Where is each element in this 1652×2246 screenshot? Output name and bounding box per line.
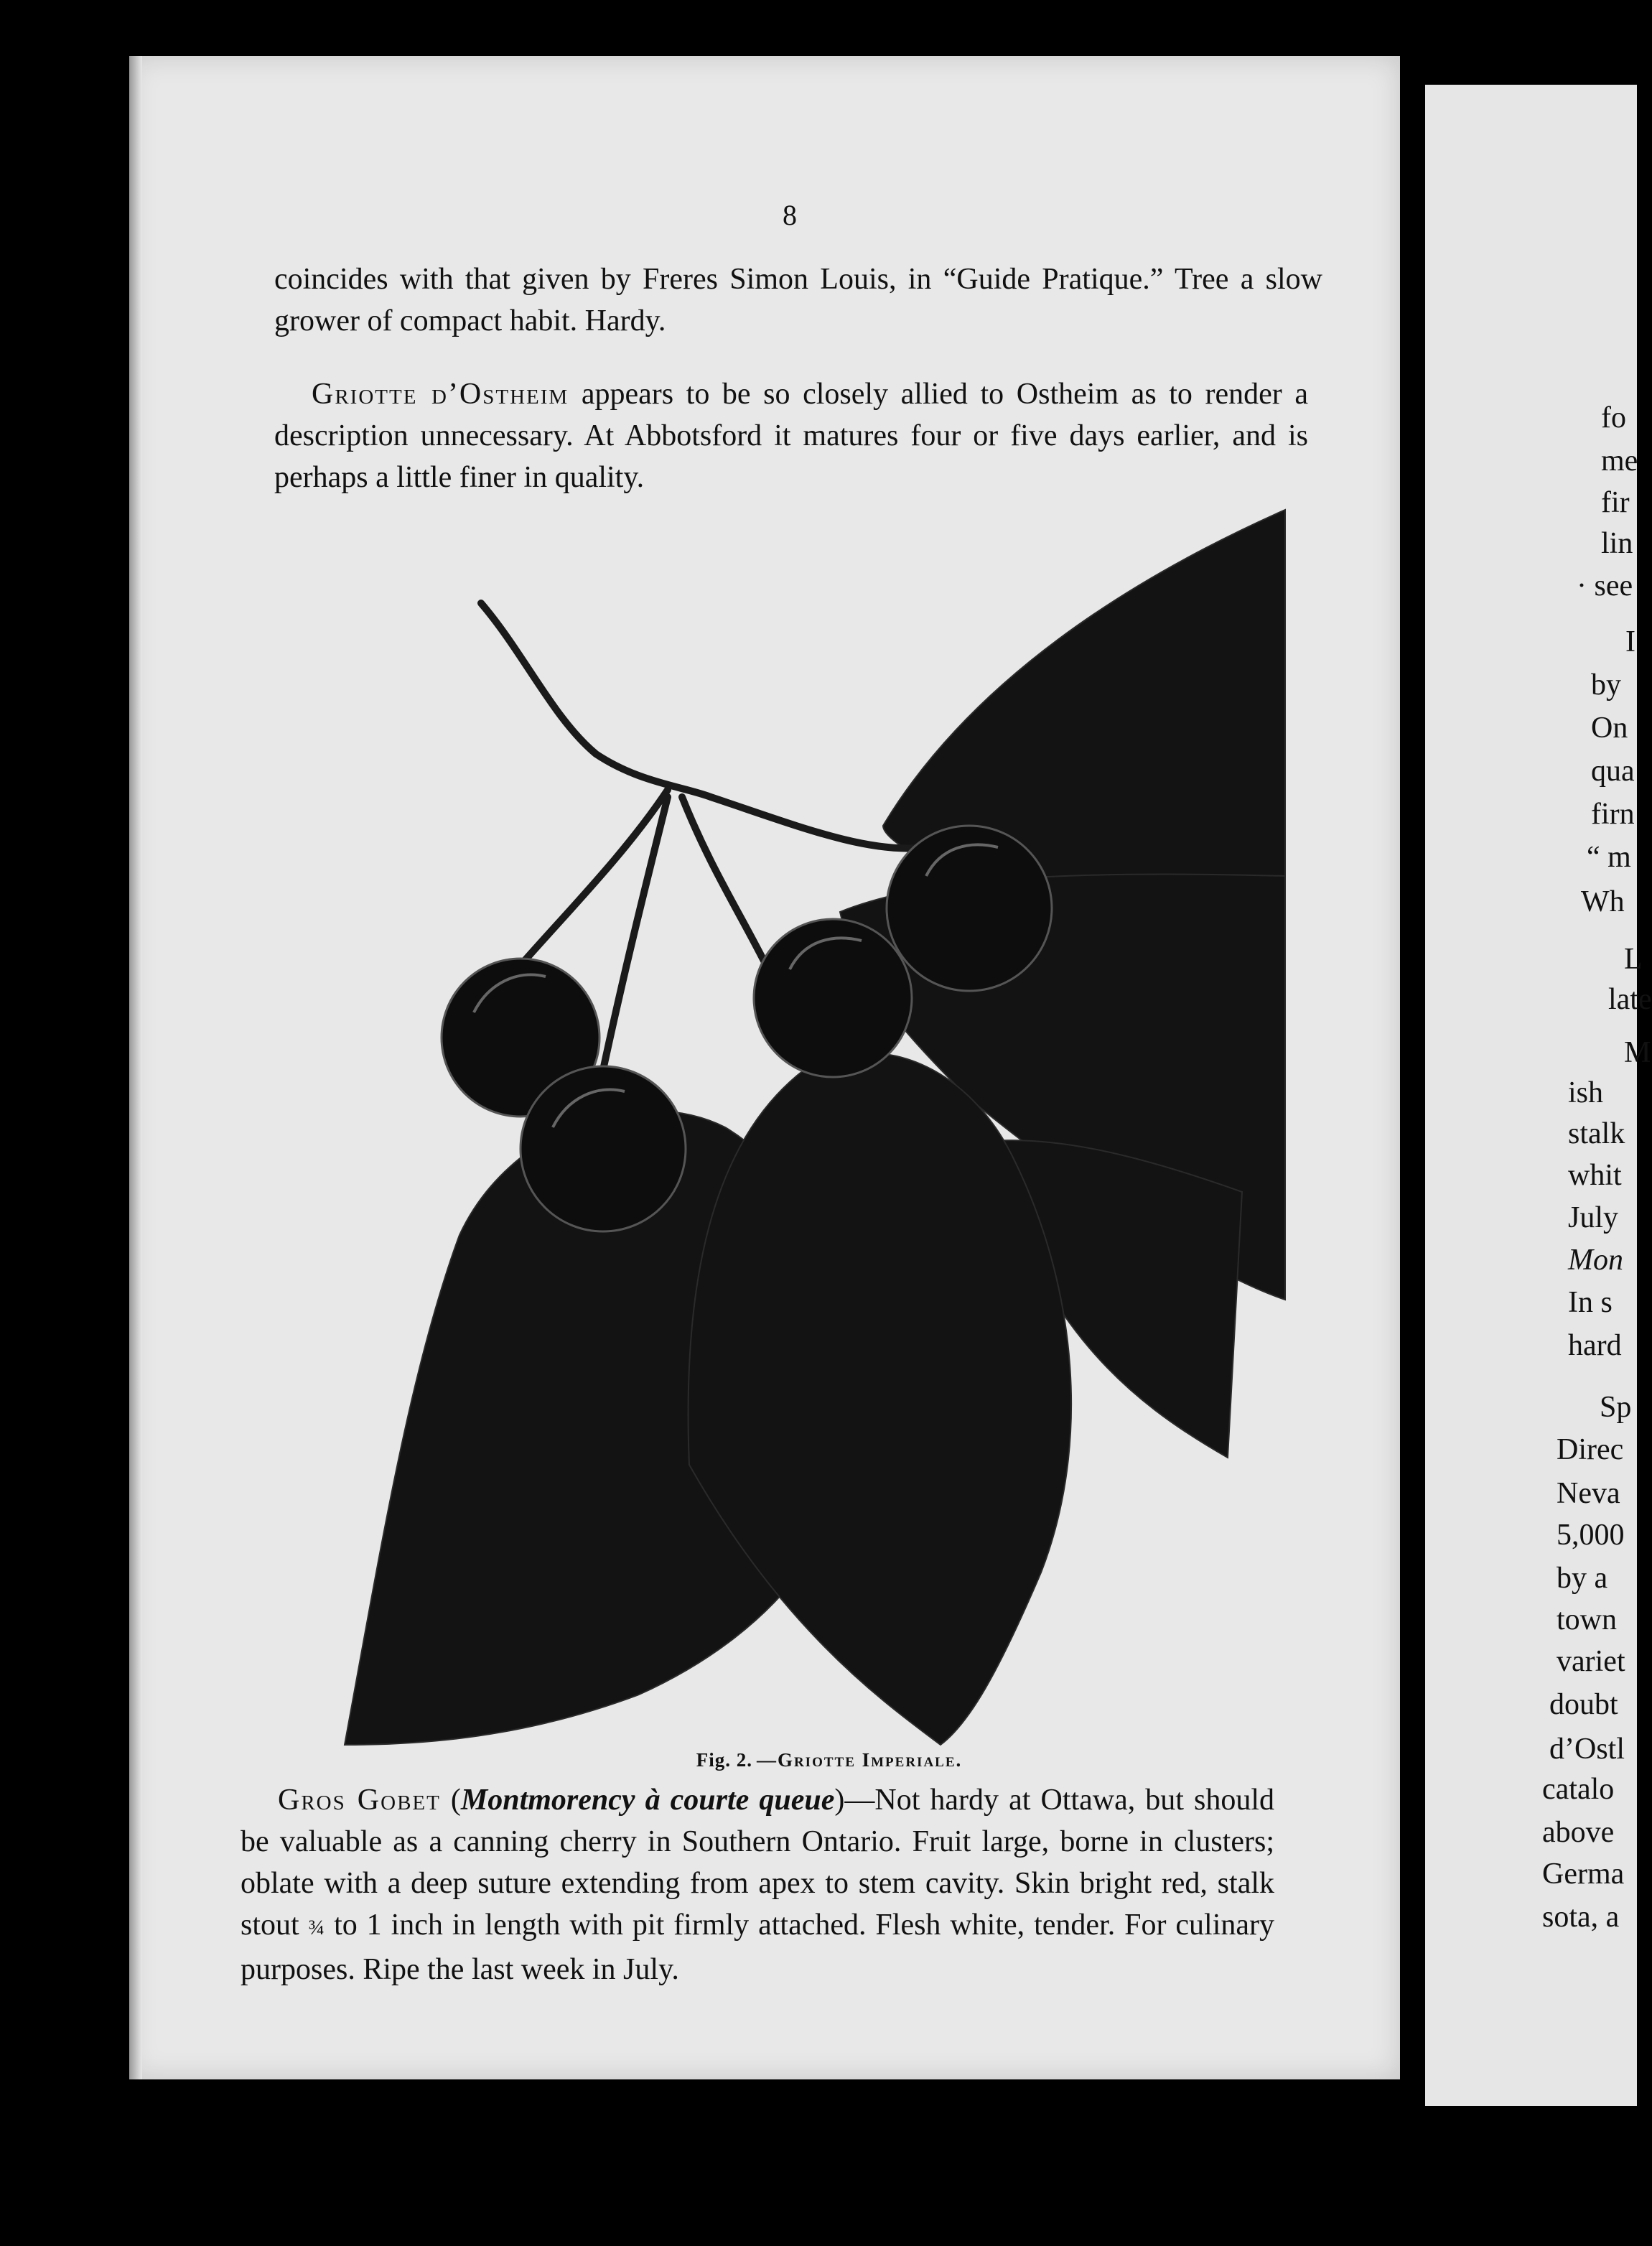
right-page-line: doubt: [1549, 1688, 1618, 1721]
right-page-line: whit: [1568, 1159, 1622, 1192]
right-page-line: above: [1542, 1816, 1615, 1849]
right-page-line: catalo: [1542, 1773, 1615, 1806]
right-page-line: Wh: [1581, 885, 1625, 918]
right-page-line: qua: [1591, 755, 1635, 788]
right-page-line: town: [1557, 1603, 1617, 1636]
right-page-line: Neva: [1557, 1477, 1620, 1510]
caption-title: —Griotte Imperiale.: [756, 1749, 963, 1771]
cherry-branch-illustration: [337, 510, 1285, 1766]
right-page-line: On: [1591, 712, 1628, 745]
stem-3: [682, 797, 768, 969]
variety-heading: Griotte d’Ostheim: [312, 378, 569, 411]
right-page-line: stalk: [1568, 1117, 1625, 1150]
right-page-line: · see: [1577, 569, 1633, 602]
right-page-line: sota, a: [1542, 1901, 1620, 1934]
right-page-line: L: [1624, 943, 1643, 976]
twig: [481, 603, 711, 797]
figure-caption: [0, 1749, 1637, 1771]
right-page-line: “ m: [1587, 841, 1631, 874]
variety-heading: Gros Gobet: [278, 1784, 441, 1817]
right-page-line: 5,000: [1557, 1519, 1625, 1552]
right-page-line: M: [1624, 1036, 1651, 1069]
right-page-line: Direc: [1557, 1433, 1624, 1466]
right-page-line: fir: [1601, 486, 1630, 519]
paragraph-gros-gobet: Gros Gobet (Montmorency à courte queue)—Not hardy at Ottawa, but should be valuable as a canning cherry in Southern Ontario. Fruit large, borne in clusters; oblate with a deep suture extending from apex to stem cavity. Skin bright red, stalk stout ¾ to 1 inch in length with pit firmly attached. Flesh white, tender. For culinary purposes. Ripe the last week in July.: [241, 1784, 1275, 1986]
page-number: 8: [783, 199, 797, 231]
right-page-line: lin: [1601, 527, 1633, 560]
paragraph-intro: coincides with that given by Freres Simon Louis, in “Guide Pratique.” Tree a slow grower of compact habit. Hardy.: [274, 263, 1322, 337]
right-page-line: ish: [1568, 1076, 1604, 1109]
right-page-line: d’Ostl: [1549, 1733, 1625, 1766]
variety-intro: —Not hardy at Ottawa, but should be valuable as a canning cherry in Southern Ontario. Fruit large, borne in clusters; oblate with a deep suture extending from apex to stem cavity. Skin bright red, stalk stout: [241, 1784, 1274, 1942]
right-page-line: Germa: [1542, 1858, 1625, 1891]
right-page-line: late: [1608, 983, 1652, 1016]
right-page-line: July: [1568, 1201, 1619, 1234]
right-page-line: hard: [1568, 1329, 1622, 1362]
variety-rest: to 1 inch in length with pit firmly attached. Flesh white, tender. For culinary purposes. Ripe the last week in July.: [241, 1909, 1275, 1986]
right-page-line: I: [1625, 625, 1635, 658]
cherry-3: [754, 919, 912, 1077]
variety-synonym: Montmorency à courte queue: [460, 1784, 835, 1817]
right-page-line: In s: [1568, 1286, 1613, 1319]
right-page-line: firn: [1591, 798, 1635, 831]
right-page-line: me: [1601, 444, 1638, 477]
right-page-line: by: [1591, 668, 1621, 702]
right-page-line: variet: [1557, 1645, 1625, 1678]
right-page-line: Mon: [1568, 1244, 1623, 1277]
right-page-line: by a: [1557, 1562, 1608, 1595]
caption-label: Fig. 2.: [696, 1749, 752, 1771]
right-page-line: Sp: [1600, 1391, 1632, 1424]
cherry-4: [887, 826, 1052, 991]
fraction: ¾: [308, 1916, 325, 1939]
variety-text: appears to be so closely allied to Ostheim as to render a description unnecessary. At Abbotsford it matures four or five days earlier, and is perhaps a little finer in quality.: [274, 378, 1309, 494]
paragraph-griotte-ostheim: [274, 373, 1308, 498]
right-page-line: fo: [1601, 401, 1626, 434]
